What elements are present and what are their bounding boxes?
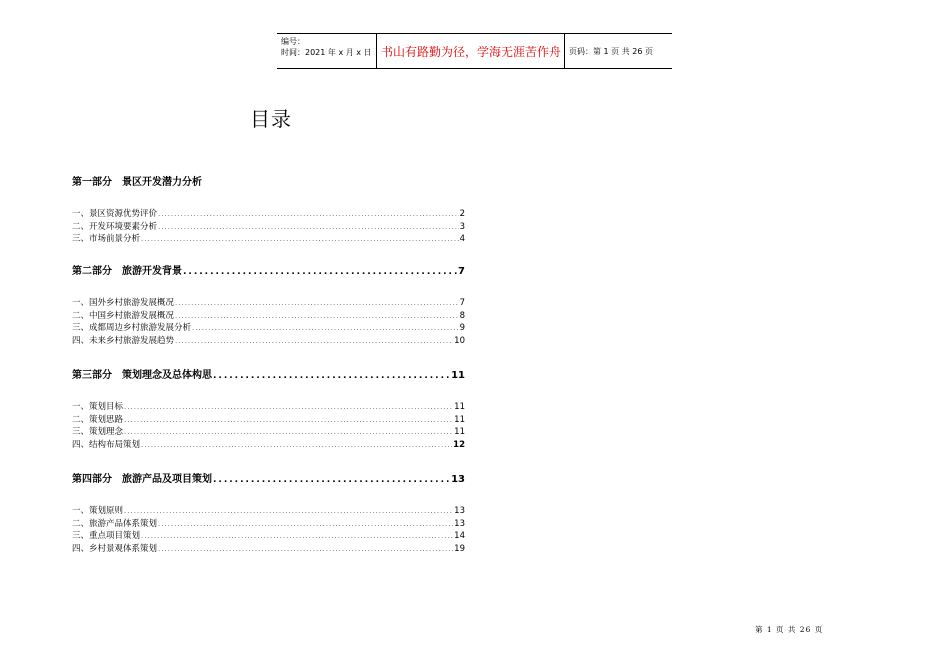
toc-entry-label: 三、重点项目策划 [72,531,141,541]
toc-leader-dots [175,310,459,323]
toc-leader-dots [158,518,453,531]
toc-part-2 [72,266,465,279]
toc-leader-dots [175,335,453,348]
toc-entry-page: 8 [459,310,465,321]
toc-leader-dots [158,543,453,556]
toc-entry[interactable] [72,310,465,323]
toc-part-page: 11 [451,370,465,381]
toc-entry-page: 3 [459,221,465,232]
toc-entry-label: 四、乡村景观体系策划 [72,543,158,554]
toc-part-1-items [72,208,465,246]
toc-entry-label: 二、中国乡村旅游发展概况 [72,310,175,321]
toc-part-title: 第一部分 景区开发潜力分析 [72,177,202,188]
toc-leader-dots [141,530,453,543]
toc-entry[interactable] [72,505,465,518]
toc-entry[interactable] [72,414,465,427]
toc-entry-label: 二、策划思路 [72,414,124,425]
toc-leader-dots [141,439,452,452]
toc-entry-label: 三、市场前景分析 [72,234,141,244]
page-title: 目录 [250,107,292,131]
toc-entry-page: 11 [454,414,465,425]
toc-entry[interactable] [72,543,465,556]
toc-entry-page: 2 [459,209,465,219]
toc-entry-page: 11 [454,427,465,437]
toc-entry-page: 10 [454,335,465,346]
toc-entry-page: 19 [454,543,465,554]
toc-part-4 [72,474,465,487]
toc-leader-dots [213,474,450,487]
toc-leader-dots [183,266,457,279]
toc-entry[interactable] [72,297,465,310]
toc-entry-page: 13 [454,506,465,516]
header-meta [277,34,377,68]
document-number-label: 编号： [281,37,305,46]
toc-entry[interactable] [72,322,465,335]
toc-entry[interactable] [72,233,465,246]
toc-entry[interactable] [72,426,465,439]
page-header [277,33,672,69]
toc-part-heading[interactable] [72,177,465,190]
toc-entry-page: 7 [459,298,465,308]
toc-leader-dots [124,401,453,414]
toc-entry-label: 一、策划目标 [72,402,124,412]
toc-entry-label: 一、策划原则 [72,506,124,516]
toc-entry-page: 9 [459,323,465,333]
toc-part-3-items [72,401,465,451]
toc-part-heading[interactable] [72,266,465,279]
toc-leader-dots [175,297,459,310]
toc-leader-dots [192,322,459,335]
toc-entry[interactable] [72,439,465,452]
toc-part-page: 13 [451,474,465,485]
toc-entry[interactable] [72,518,465,531]
page-footer: 第 1 页 共 26 页 [755,625,824,634]
toc-leader-dots [213,370,450,383]
toc-entry-page: 12 [453,439,465,450]
toc-part-heading[interactable] [72,370,465,383]
toc-entry-page: 14 [454,531,465,541]
toc-entry[interactable] [72,401,465,414]
toc-leader-dots [124,414,453,427]
toc-entry-label: 二、旅游产品体系策划 [72,518,158,529]
toc-entry-label: 三、策划理念 [72,427,124,437]
toc-part-1 [72,177,465,190]
header-page-info: 页码：第 1 页 共 26 页 [569,46,653,56]
toc-part-3 [72,370,465,383]
toc-part-2-items [72,297,465,347]
toc-entry[interactable] [72,208,465,221]
toc-part-title: 第三部分 策划理念及总体构思 [72,370,212,381]
toc-entry-page: 11 [454,402,465,412]
toc-entry-label: 一、景区资源优势评价 [72,209,158,219]
toc-leader-dots [124,426,453,439]
toc-part-title: 第四部分 旅游产品及项目策划 [72,474,212,485]
toc-part-4-items [72,505,465,555]
toc-entry-label: 四、结构布局策划 [72,439,141,450]
toc-leader-dots [124,505,453,518]
toc-entry-label: 三、成都周边乡村旅游发展分析 [72,323,192,333]
header-motto: 书山有路勤为径，学海无涯苦作舟 [378,34,565,68]
toc-entry-label: 一、国外乡村旅游发展概况 [72,298,175,308]
toc-entry-page: 4 [459,234,465,244]
toc-entry-label: 二、开发环境要素分析 [72,221,158,232]
document-time-label: 时间：2021 年 x 月 x 日 [281,48,372,57]
toc-leader-dots [158,221,459,234]
toc-entry-label: 四、未来乡村旅游发展趋势 [72,335,175,346]
toc-part-page: 7 [458,266,465,277]
toc-entry-page: 13 [454,518,465,529]
toc-entry[interactable] [72,221,465,234]
toc-part-heading[interactable] [72,474,465,487]
toc-part-title: 第二部分 旅游开发背景 [72,266,182,277]
toc-leader-dots [141,233,459,246]
toc-leader-dots [158,208,459,221]
toc-entry[interactable] [72,335,465,348]
toc-entry[interactable] [72,530,465,543]
